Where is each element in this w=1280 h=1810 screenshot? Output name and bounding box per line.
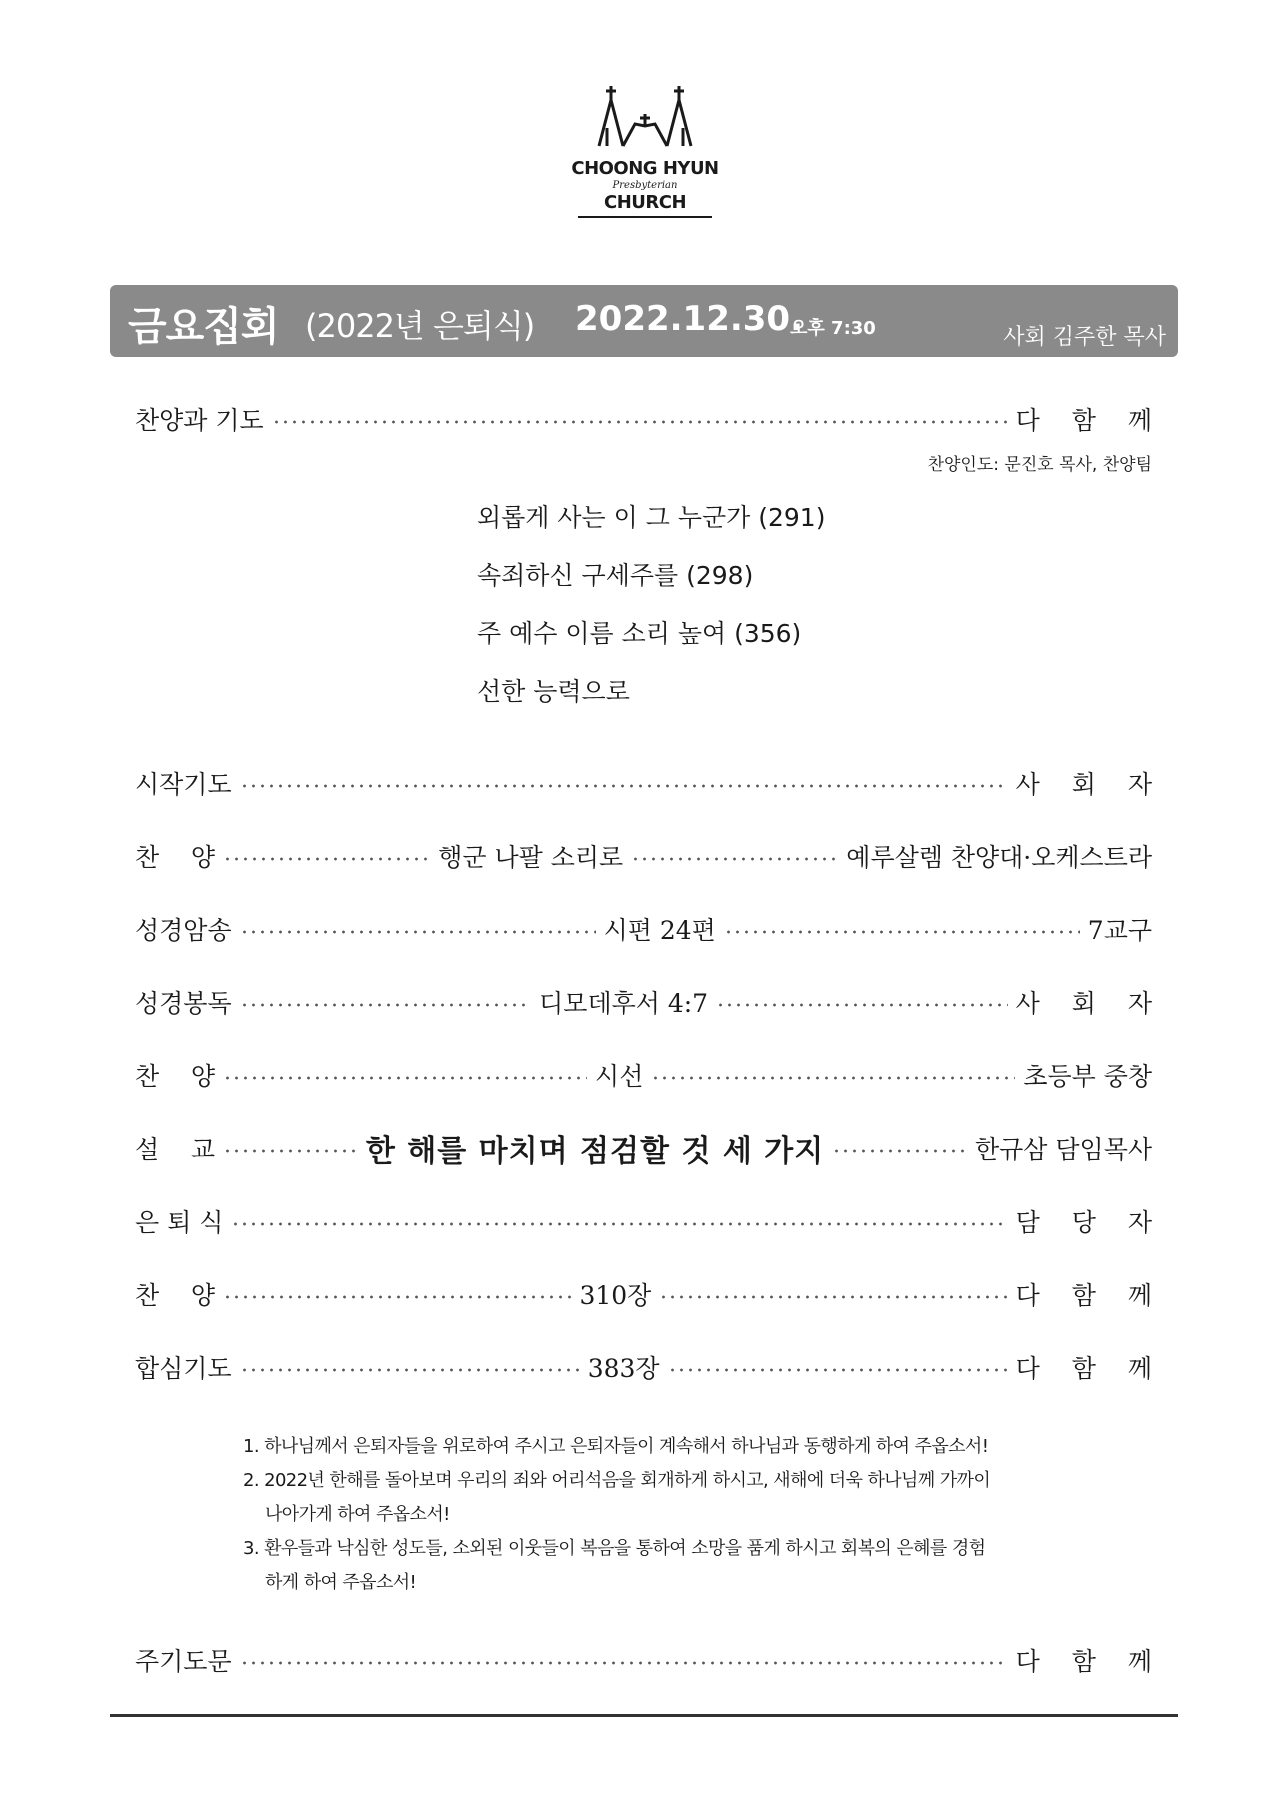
order-row-sermon bbox=[135, 1130, 1152, 1169]
dot-leader bbox=[651, 1076, 1015, 1080]
dot-leader bbox=[223, 1149, 358, 1153]
logo-text-line2: CHURCH bbox=[603, 192, 687, 213]
order-row-hymn bbox=[135, 1057, 1152, 1093]
order-label: 시작기도 bbox=[135, 770, 232, 799]
logo-text-line1: CHOONG HYUN bbox=[571, 158, 719, 179]
order-label: 찬 양 bbox=[135, 1062, 216, 1091]
service-subtitle: (2022년 은퇴식) bbox=[305, 307, 535, 345]
prayer-topic-item: 2. 2022년 한해를 돌아보며 우리의 죄와 어리석음을 회개하게 하시고, 새해에 더욱 하나님께 가까이 bbox=[243, 1470, 991, 1491]
prayer-topic-item: 3. 환우들과 낙심한 성도들, 소외된 이웃들이 복음을 통하여 소망을 품게 하시고 회복의 은혜를 경험 bbox=[243, 1538, 986, 1559]
order-label: 은 퇴 식 bbox=[135, 1208, 224, 1237]
order-label: 찬 양 bbox=[135, 843, 216, 872]
order-row-scripture bbox=[135, 984, 1164, 1020]
order-label: 합심기도 bbox=[135, 1354, 232, 1383]
order-row-lords-prayer bbox=[135, 1642, 1164, 1678]
order-leader: 다 함 께 bbox=[1015, 1281, 1165, 1310]
order-leader: 다 함 께 bbox=[1015, 1354, 1164, 1383]
prayer-topic-item: 1. 하나님께서 은퇴자들을 위로하여 주시고 은퇴자들이 계속해서 하나님과 동행하게 하여 주옵소서! bbox=[243, 1436, 989, 1457]
order-item: 디모데후서 4:7 bbox=[539, 989, 709, 1018]
order-leader: 사 회 자 bbox=[1015, 989, 1164, 1018]
service-date: 2022.12.30. bbox=[575, 299, 804, 339]
order-label: 주기도문 bbox=[135, 1647, 232, 1676]
order-label: 찬 양 bbox=[135, 1281, 216, 1310]
dot-leader bbox=[631, 857, 838, 861]
dot-leader bbox=[716, 1003, 1008, 1007]
logo-script-text: Presbyterian bbox=[612, 180, 678, 191]
order-leader: 다 함 께 bbox=[1015, 406, 1164, 435]
order-leader: 담 당 자 bbox=[1015, 1208, 1164, 1237]
order-label: 성경봉독 bbox=[135, 989, 232, 1018]
order-label: 찬양과 기도 bbox=[135, 406, 264, 435]
prayer-topic-continuation: 나아가게 하여 주옵소서! bbox=[265, 1504, 450, 1525]
order-leader: 예루살렘 찬양대·오케스트라 bbox=[846, 843, 1152, 872]
dot-leader bbox=[659, 1295, 1007, 1299]
order-row-hymn bbox=[135, 1276, 1165, 1312]
order-leader: 한규삼 담임목사 bbox=[975, 1135, 1152, 1164]
dot-leader bbox=[240, 1368, 580, 1372]
dot-leader bbox=[668, 1368, 1008, 1372]
service-title: 금요집회 bbox=[128, 304, 279, 350]
order-item: 시편 24편 bbox=[603, 916, 716, 945]
order-leader: 7교구 bbox=[1087, 916, 1153, 945]
order-item: 310장 bbox=[579, 1281, 652, 1310]
dot-leader bbox=[240, 784, 1008, 788]
prayer-topic-continuation: 하게 하여 주옵소서! bbox=[265, 1572, 417, 1593]
song-item: 주 예수 이름 소리 높여 (356) bbox=[477, 619, 802, 648]
dot-leader bbox=[272, 420, 1008, 424]
order-leader: 사 회 자 bbox=[1015, 770, 1164, 799]
dot-leader bbox=[223, 1076, 587, 1080]
order-row-retirement bbox=[135, 1203, 1164, 1239]
dot-leader bbox=[724, 930, 1080, 934]
order-row-recitation bbox=[135, 911, 1152, 947]
order-item: 시선 bbox=[595, 1062, 644, 1091]
dot-leader bbox=[832, 1149, 967, 1153]
song-item: 선한 능력으로 bbox=[477, 677, 630, 706]
service-header-bar bbox=[110, 285, 1178, 357]
prayer-topics bbox=[243, 1430, 1063, 1600]
order-leader: 다 함 께 bbox=[1015, 1647, 1164, 1676]
order-leader: 초등부 중창 bbox=[1023, 1062, 1153, 1091]
dot-leader bbox=[240, 1003, 532, 1007]
service-time: 오후 7:30 bbox=[790, 318, 876, 339]
logo-underline bbox=[578, 216, 712, 218]
order-label: 설 교 bbox=[135, 1135, 216, 1164]
dot-leader bbox=[231, 1222, 1007, 1226]
praise-leader-note: 찬양인도: 문진호 목사, 찬양팀 bbox=[927, 455, 1152, 475]
order-row-praise bbox=[135, 401, 1164, 437]
church-logo bbox=[570, 84, 720, 218]
sermon-title: 한 해를 마치며 점검할 것 세 가지 bbox=[365, 1134, 825, 1169]
order-row-united-prayer bbox=[135, 1349, 1164, 1385]
church-steeples-icon bbox=[595, 84, 695, 154]
order-item: 383장 bbox=[587, 1354, 660, 1383]
service-host: 사회 김주한 목사 bbox=[1003, 325, 1166, 350]
order-item: 행군 나팔 소리로 bbox=[438, 843, 624, 872]
dot-leader bbox=[223, 1295, 571, 1299]
dot-leader bbox=[223, 857, 430, 861]
dot-leader bbox=[240, 930, 596, 934]
song-item: 외롭게 사는 이 그 누군가 (291) bbox=[477, 503, 826, 532]
bottom-divider bbox=[110, 1714, 1178, 1717]
song-item: 속죄하신 구세주를 (298) bbox=[477, 561, 754, 590]
dot-leader bbox=[240, 1661, 1008, 1665]
order-row-opening-prayer bbox=[135, 765, 1164, 801]
order-label: 성경암송 bbox=[135, 916, 232, 945]
order-row-hymn bbox=[135, 838, 1152, 874]
